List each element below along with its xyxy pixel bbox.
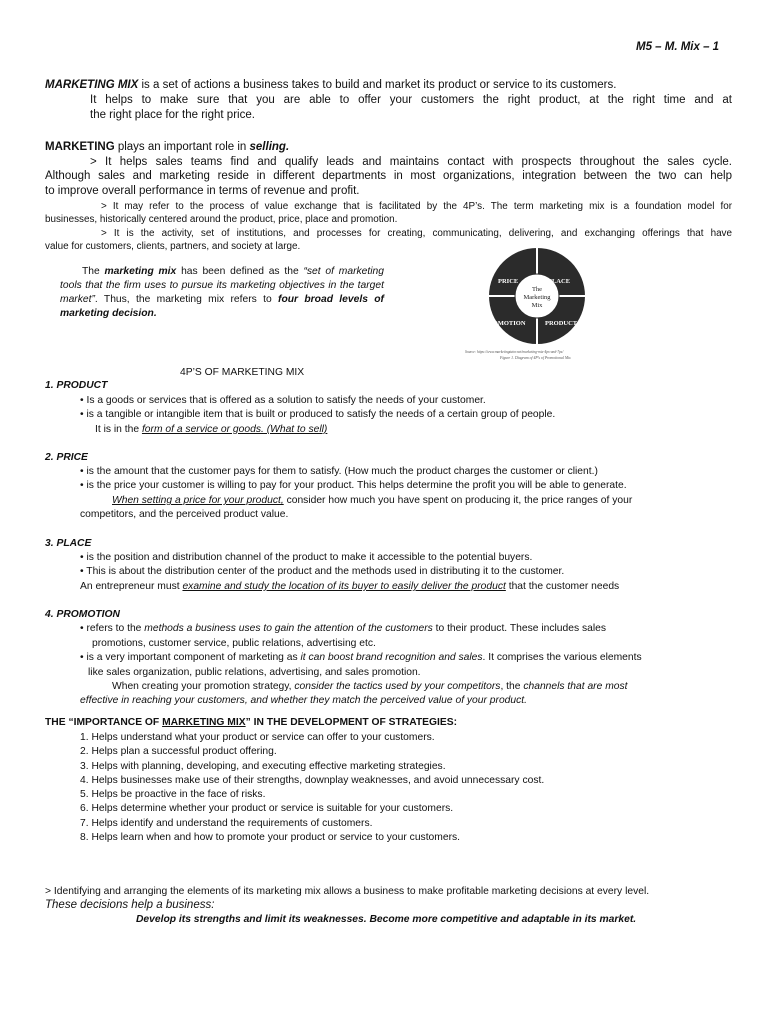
marketing-p2-line2: businesses, historically centered around the product, price, place and promotion.	[45, 214, 398, 225]
promotion-note-italic-2: channels that are most	[523, 681, 628, 692]
promotion-note-line1	[112, 680, 628, 694]
page-label: M5 – M. Mix – 1	[636, 41, 720, 53]
marketing-p2-line1: > It may refer to the process of value exchange that is facilitated by the 4P’s. The term marketing mix is a foundation model for	[101, 201, 732, 212]
place-title: 3. PLACE	[45, 538, 92, 549]
marketing-p3-line2: value for customers, clients, partners, and society at large.	[45, 241, 301, 252]
promotion-title: 4. PROMOTION	[45, 609, 120, 620]
importance-heading-underlined: MARKETING MIX	[162, 717, 246, 728]
price-note-line2: competitors, and the perceived product value.	[80, 509, 289, 520]
price-note-underlined: When setting a price for your product,	[112, 495, 284, 506]
definition-thus: . Thus, the marketing mix refers to	[94, 294, 279, 305]
marketing-p1-line1: > It helps sales teams find and qualify leads and maintains contact with prospects throughout the sales cycle.	[90, 156, 732, 168]
importance-heading-post: ” IN THE DEVELOPMENT OF STRATEGIES:	[245, 717, 458, 728]
importance-heading	[45, 716, 457, 730]
place-note-pre: An entrepreneur must	[80, 581, 183, 592]
diagram-source: Source: https://www.marketingtutor.net/marketing-mix-4ps-and-7ps/	[465, 350, 564, 354]
promotion-note-italic-1: consider the tactics used by your competitors	[294, 681, 501, 692]
diagram-center-the: The	[531, 286, 543, 293]
marketing-mix-diagram	[462, 246, 612, 362]
marketing-p1-line2: Although sales and marketing reside in different departments in most organizations, integration between the two can help	[45, 170, 732, 182]
list-item: 1. Helps understand what your product or service can offer to your customers.	[80, 732, 435, 743]
intro-line-3: the right place for the right price.	[90, 109, 255, 121]
product-bullet-1: • Is a goods or services that is offered as a solution to satisfy the needs of your customer.	[80, 395, 486, 406]
promotion-b1-italic: methods a business uses to gain the attention of the customers	[144, 623, 433, 634]
intro-line-2: It helps to make sure that you are able to offer your customers the right product, at the right time and at	[90, 94, 732, 106]
intro-term: MARKETING MIX	[45, 79, 139, 91]
promotion-note-line2: effective in reaching your customers, and whether they match the perceived value of your product.	[80, 695, 528, 706]
diagram-caption: Figure 1. Diagram of 4P’s of Promotional Mix	[500, 356, 571, 360]
list-item: 6. Helps determine whether your product or service is suitable for your customers.	[80, 803, 454, 815]
definition-defined: has been defined as the	[176, 266, 304, 277]
place-bullet-2: • This is about the distribution center of the product and the methods used in distributing it to the customer.	[80, 566, 565, 577]
closing-line-2: These decisions help a business:	[45, 899, 215, 911]
price-note-text: consider how much you have spent on producing it, the price ranges of your	[283, 495, 633, 506]
closing-line-1: > Identifying and arranging the elements of its marketing mix allows a business to make profitable marketing decisions at every level.	[45, 886, 650, 897]
diagram-center-marketing: Marketing	[523, 294, 551, 301]
promotion-b1-pre: • refers to the	[80, 623, 145, 634]
price-bullet-2: • is the price your customer is willing to pay for your product. This helps determine the profit you will be able to generate.	[80, 480, 627, 491]
marketing-selling: selling.	[249, 141, 290, 153]
promotion-b1-post: to their product. These includes sales	[432, 623, 607, 634]
marketing-p1-line3: to improve overall performance in terms of revenue and profit.	[45, 185, 360, 197]
place-note	[80, 580, 619, 594]
price-bullet-1: • is the amount that the customer pays for them to satisfy. (How much the product charges the customer or client.)	[80, 466, 598, 477]
importance-heading-pre: THE “IMPORTANCE OF	[45, 717, 163, 728]
promotion-b2-post: . It comprises the various elements	[482, 652, 642, 663]
closing-line-3: Develop its strengths and limit its weaknesses. Become more competitive and adaptable in its market.	[136, 914, 637, 925]
list-item: 3. Helps with planning, developing, and executing effective marketing strategies.	[80, 760, 446, 772]
definition-marketing-mix: marketing mix	[104, 266, 177, 277]
diagram-label-promotion: PROMOTION	[484, 320, 526, 327]
product-note-text: It is in the	[95, 424, 142, 435]
definition-four-levels: four broad levels of marketing decision.	[60, 294, 384, 319]
promotion-bullet-1-line2: promotions, customer service, public relations, advertising etc.	[92, 638, 376, 649]
product-note-underlined: form of a service or goods. (What to sell)	[141, 424, 328, 435]
definition-quote: “set of marketing tools that the firm uses to pursue its marketing objectives in the target market”	[60, 266, 384, 305]
intro-definition-text: is a set of actions a business takes to build and market its product or service to its customers.	[138, 79, 617, 91]
promotion-bullet-1	[80, 622, 606, 636]
diagram-label-product: PRODUCT	[545, 320, 578, 327]
marketing-heading	[45, 140, 289, 154]
list-item: 2. Helps plan a successful product offering.	[80, 746, 277, 758]
promotion-b2-pre: • is a very important component of marketing as	[80, 652, 301, 663]
definition-the: The	[82, 266, 105, 277]
price-note-line1	[112, 494, 632, 508]
diagram-label-price: PRICE	[498, 278, 519, 285]
marketing-plays-text: plays an important role in	[114, 141, 250, 153]
promotion-note-mid: , the	[500, 681, 524, 692]
list-item: 4. Helps businesses make use of their strengths, downplay weaknesses, and avoid unnecessary cost.	[80, 774, 545, 786]
importance-list	[80, 731, 544, 845]
list-item: 5. Helps be proactive in the face of risks.	[80, 789, 266, 801]
marketing-mix-definition	[60, 265, 384, 321]
intro-definition	[45, 78, 616, 92]
marketing-p3-line1: > It is the activity, set of institutions, and processes for creating, communicating, delivering, and exchanging offerings that have	[101, 228, 732, 239]
place-note-post: that the customer needs	[505, 581, 620, 592]
fourps-heading: 4P’S OF MARKETING MIX	[180, 367, 305, 378]
product-bullet-2: • is a tangible or intangible item that is built or produced to satisfy the needs of a certain group of people.	[80, 409, 556, 420]
promotion-b2-italic: it can boost brand recognition and sales	[300, 652, 483, 663]
diagram-center-mix: Mix	[531, 302, 543, 309]
list-item: 8. Helps learn when and how to promote your product or service to your customers.	[80, 832, 461, 844]
promotion-note-pre: When creating your promotion strategy,	[112, 681, 295, 692]
product-title: 1. PRODUCT	[45, 380, 108, 391]
price-title: 2. PRICE	[45, 452, 88, 463]
place-bullet-1: • is the position and distribution channel of the product to make it accessible to the potential buyers.	[80, 552, 533, 563]
marketing-term: MARKETING	[45, 141, 115, 153]
product-note	[95, 423, 327, 437]
list-item: 7. Helps identify and understand the requirements of customers.	[80, 817, 373, 829]
place-note-underlined: examine and study the location of its buyer to easily deliver the product	[182, 581, 506, 592]
promotion-bullet-2	[80, 651, 642, 665]
promotion-bullet-2-line2: like sales organization, public relations, advertising, and sales promotion.	[88, 667, 421, 678]
diagram-label-place: PLACE	[548, 278, 571, 285]
